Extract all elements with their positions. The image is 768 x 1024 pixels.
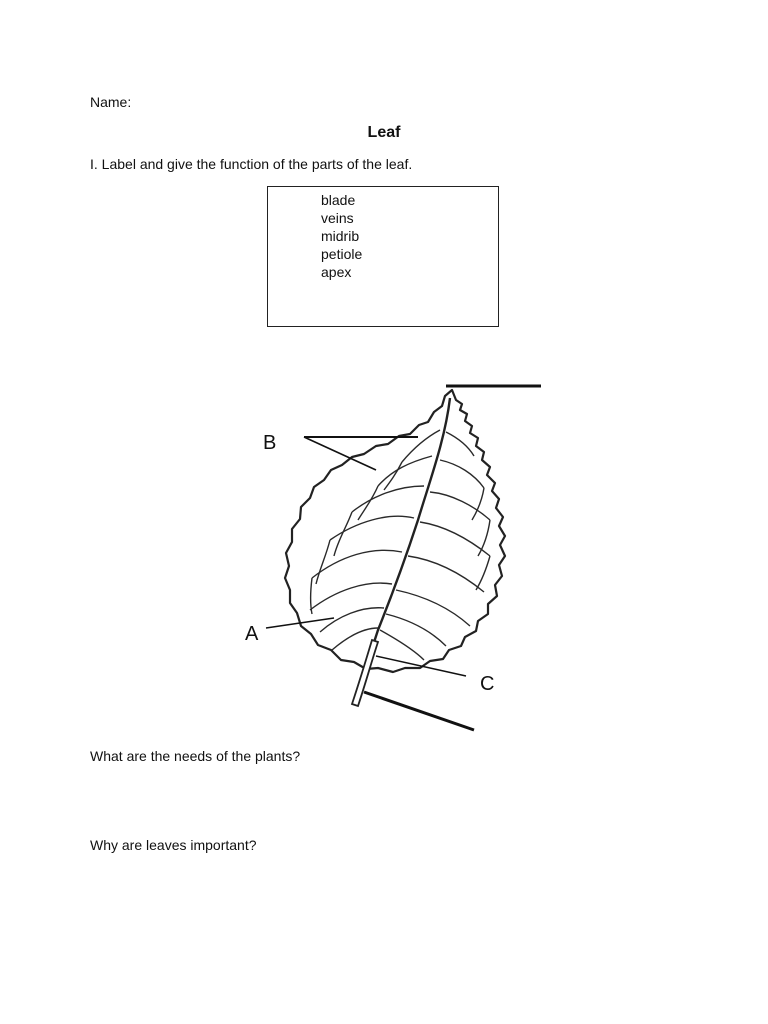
question-why-leaves-important: Why are leaves important? xyxy=(90,837,257,853)
page-title-text: Leaf xyxy=(367,124,401,141)
leaf-diagram xyxy=(230,370,550,740)
word-bank-item: midrib xyxy=(321,228,360,244)
word-bank-list xyxy=(268,191,498,281)
page-title xyxy=(0,124,768,142)
word-bank-box xyxy=(267,186,499,327)
petiole-blank-line xyxy=(364,692,474,730)
word-bank-item: veins xyxy=(321,210,354,226)
question-needs-of-plants: What are the needs of the plants? xyxy=(90,748,301,764)
label-c: C xyxy=(480,673,495,695)
word-bank-item: petiole xyxy=(321,246,363,262)
word-bank-item: blade xyxy=(321,192,356,208)
word-bank-item: apex xyxy=(321,264,352,280)
instruction-text: I. Label and give the function of the parts of the leaf. xyxy=(90,156,413,172)
label-a: A xyxy=(245,623,259,645)
name-label: Name: xyxy=(90,94,132,110)
label-b: B xyxy=(263,432,277,454)
leaf-outline xyxy=(285,390,505,672)
